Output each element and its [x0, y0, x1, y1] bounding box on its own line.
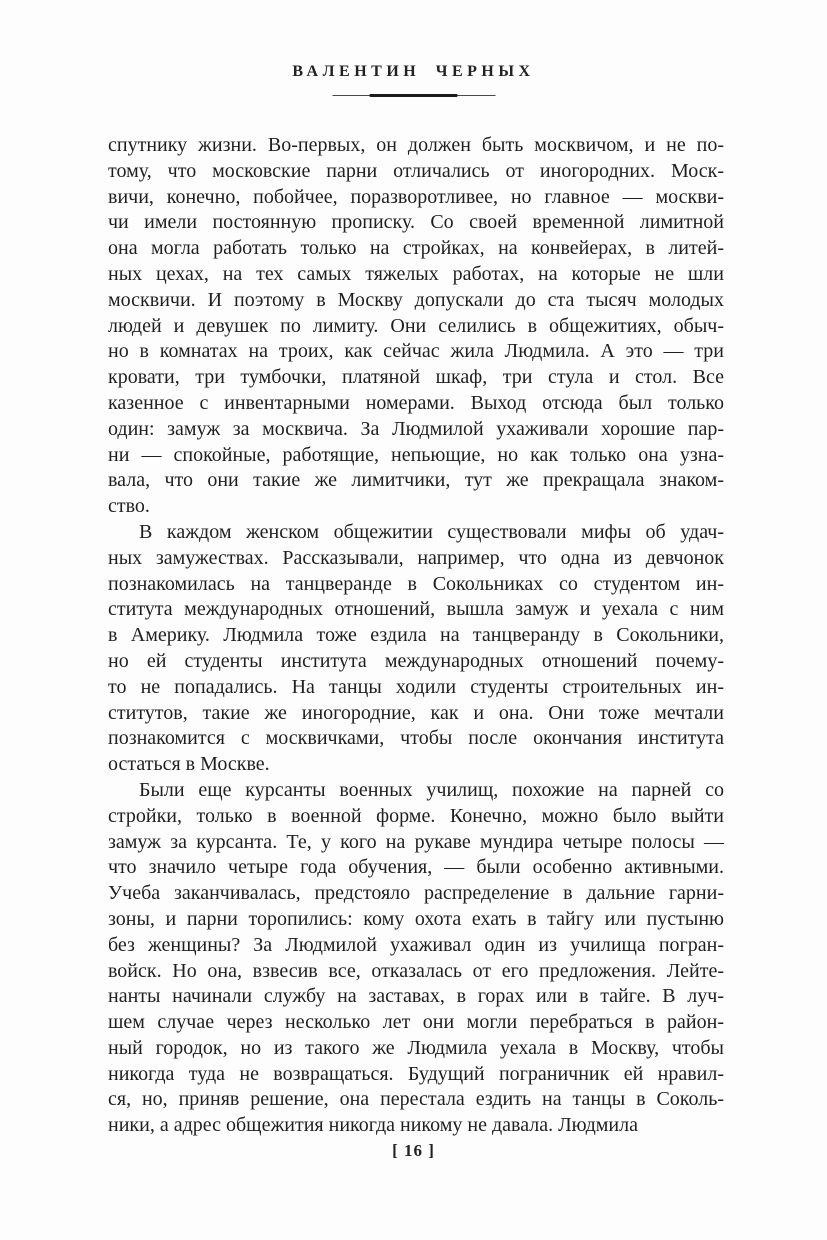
text-line: стройки, только в военной форме. Конечно, можно было выйти: [108, 804, 724, 827]
text-line: вичи, конечно, побойчее, поразворотливее, но главное — москви-: [108, 185, 724, 208]
running-head-author: ВАЛЕНТИН ЧЕРНЫХ: [292, 63, 535, 80]
text-line: то не попадались. На танцы ходили студенты строительных ин-: [108, 675, 724, 698]
text-line: Учеба заканчивалась, предстояло распределение в дальние гарни-: [108, 882, 724, 905]
text-line: ститутов, такие же иногородние, как и она. Они тоже мечтали: [108, 701, 724, 724]
text-line: замуж за курсанта. Те, у кого на рукаве мундира четыре полосы —: [108, 830, 724, 853]
text-line: познакомилась на танцверанде в Сокольниках со студентом ин-: [108, 572, 724, 595]
text-line: она могла работать только на стройках, на конвейерах, в литей-: [108, 237, 724, 260]
text-line: шем случае через несколько лет они могли перебраться в район-: [108, 1011, 724, 1034]
page-body: [108, 133, 724, 1139]
text-line: спутнику жизни. Во-первых, он должен быть москвичом, и не по-: [108, 134, 724, 156]
text-line: остаться в Москве.: [108, 753, 270, 776]
text-line: познакомится с москвичками, чтобы после окончания института: [108, 727, 724, 750]
text-line: чи имели постоянную прописку. Со своей временной лимитной: [108, 211, 724, 234]
text-line: но ей студенты института международных отношений почему-: [108, 649, 724, 672]
header-divider: [332, 93, 495, 98]
text-line: ся, но, приняв решение, она перестала ездить на танцы в Соколь-: [108, 1088, 724, 1111]
text-line: без женщины? За Людмилой ухаживал один из училища погран-: [108, 933, 724, 956]
text-line: В каждом женском общежитии существовали мифы об удач-: [139, 520, 724, 543]
divider-thick-rule: [370, 94, 458, 97]
text-line: зоны, и парни торопились: кому охота ехать в тайгу или пустыню: [108, 907, 724, 930]
text-line: вала, что они такие же лимитчики, тут же прекращала знаком-: [108, 469, 724, 492]
text-line: ни — спокойные, работящие, непьющие, но как только она узна-: [108, 443, 724, 466]
text-line: москвичи. И поэтому в Москву допускали до ста тысяч молодых: [108, 288, 724, 311]
text-line: казенное с инвентарными номерами. Выход отсюда был только: [108, 391, 724, 414]
text-line: ники, а адрес общежития никогда никому не давала. Людмила: [108, 1114, 638, 1137]
text-line: тому, что московские парни отличались от иногородних. Моск-: [108, 159, 724, 182]
text-line: нанты начинали службу на заставах, в горах или в тайге. В луч-: [108, 985, 724, 1008]
text-line: кровати, три тумбочки, платяной шкаф, три стула и стол. Все: [108, 366, 724, 389]
text-line: один: замуж за москвича. За Людмилой ухаживали хорошие пар-: [108, 417, 724, 440]
page-number: [ 16 ]: [392, 1141, 435, 1160]
text-line: ный городок, но из такого же Людмила уехала в Москву, чтобы: [108, 1036, 724, 1059]
text-line: но в комнатах на троих, как сейчас жила Людмила. А это — три: [108, 340, 724, 363]
paragraph: [108, 520, 724, 778]
paragraph: [108, 133, 724, 520]
text-line: ститута международных отношений, вышла замуж и уехала с ним: [108, 598, 724, 621]
text-line: ных цехах, на тех самых тяжелых работах, на которые не шли: [108, 262, 724, 285]
text-line: ных замужествах. Рассказывали, например, что одна из девчонок: [108, 546, 724, 569]
text-line: ство.: [108, 495, 150, 518]
text-line: никогда туда не возвращаться. Будущий пограничник ей нравил-: [108, 1062, 724, 1085]
paragraph: [108, 778, 724, 1139]
text-line: людей и девушек по лимиту. Они селились в общежитиях, обыч-: [108, 314, 724, 337]
text-line: Были еще курсанты военных училищ, похожие на парней со: [139, 778, 724, 801]
text-line: в Америку. Людмила тоже ездила на танцверанду в Сокольники,: [108, 624, 724, 647]
text-line: что значило четыре года обучения, — были особенно активными.: [108, 856, 724, 879]
text-line: войск. Но она, взвесив все, отказалась от его предложения. Лейте-: [108, 959, 724, 982]
